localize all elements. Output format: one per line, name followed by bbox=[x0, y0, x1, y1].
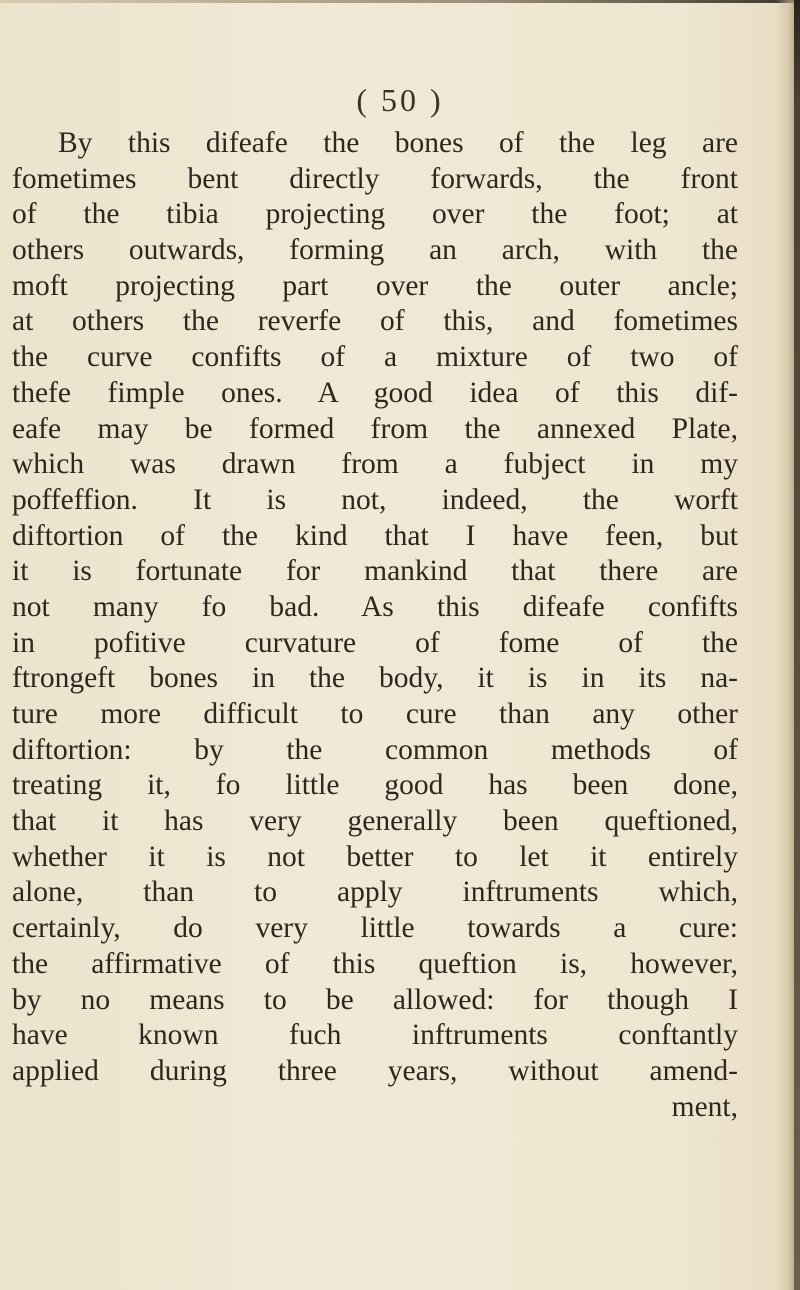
text-line: poffeffion. It is not, indeed, the worft bbox=[12, 483, 738, 516]
text-line: moft projecting part over the outer ancle; bbox=[12, 269, 738, 302]
text-line: eafe may be formed from the annexed Plate, bbox=[12, 412, 738, 445]
text-line: fometimes bent directly forwards, the front bbox=[12, 162, 738, 195]
text-line: the curve confifts of a mixture of two of bbox=[12, 341, 738, 374]
body-text bbox=[12, 126, 738, 1125]
text-line: treating it, fo little good has been done, bbox=[12, 769, 738, 802]
text-line: whether it is not better to let it entirely bbox=[12, 840, 738, 873]
text-line: have known fuch inftruments conftantly bbox=[12, 1019, 738, 1052]
text-line: thefe fimple ones. A good idea of this dif- bbox=[12, 376, 738, 409]
text-line: By this difeafe the bones of the leg are bbox=[58, 127, 738, 159]
text-line: applied during three years, without amend- bbox=[12, 1054, 738, 1087]
text-line: the affirmative of this queftion is, however, bbox=[12, 947, 738, 980]
text-line: at others the reverfe of this, and fometimes bbox=[12, 305, 738, 338]
catchword: ment, bbox=[671, 1090, 738, 1123]
page-number: ( 50 ) bbox=[356, 82, 444, 118]
text-line: alone, than to apply inftruments which, bbox=[12, 876, 738, 909]
text-line: diftortion of the kind that I have feen, but bbox=[12, 519, 738, 552]
text-line: that it has very generally been queftioned, bbox=[12, 805, 738, 838]
text-line: of the tibia projecting over the foot; at bbox=[12, 198, 738, 231]
text-line: not many fo bad. As this difeafe confifts bbox=[12, 590, 738, 623]
text-line: by no means to be allowed: for though I bbox=[12, 983, 738, 1016]
text-line: which was drawn from a fubject in my bbox=[12, 448, 738, 481]
text-line: certainly, do very little towards a cure: bbox=[12, 912, 738, 945]
text-line: others outwards, forming an arch, with the bbox=[12, 234, 738, 267]
top-edge bbox=[0, 0, 800, 3]
text-line: ture more difficult to cure than any other bbox=[12, 698, 738, 730]
text-line: it is fortunate for mankind that there are bbox=[12, 555, 738, 588]
page-edge bbox=[794, 0, 800, 1290]
text-line: in pofitive curvature of fome of the bbox=[12, 626, 738, 659]
text-line: ftrongeft bones in the body, it is in its na- bbox=[12, 662, 738, 695]
text-line: diftortion: by the common methods of bbox=[12, 733, 738, 766]
